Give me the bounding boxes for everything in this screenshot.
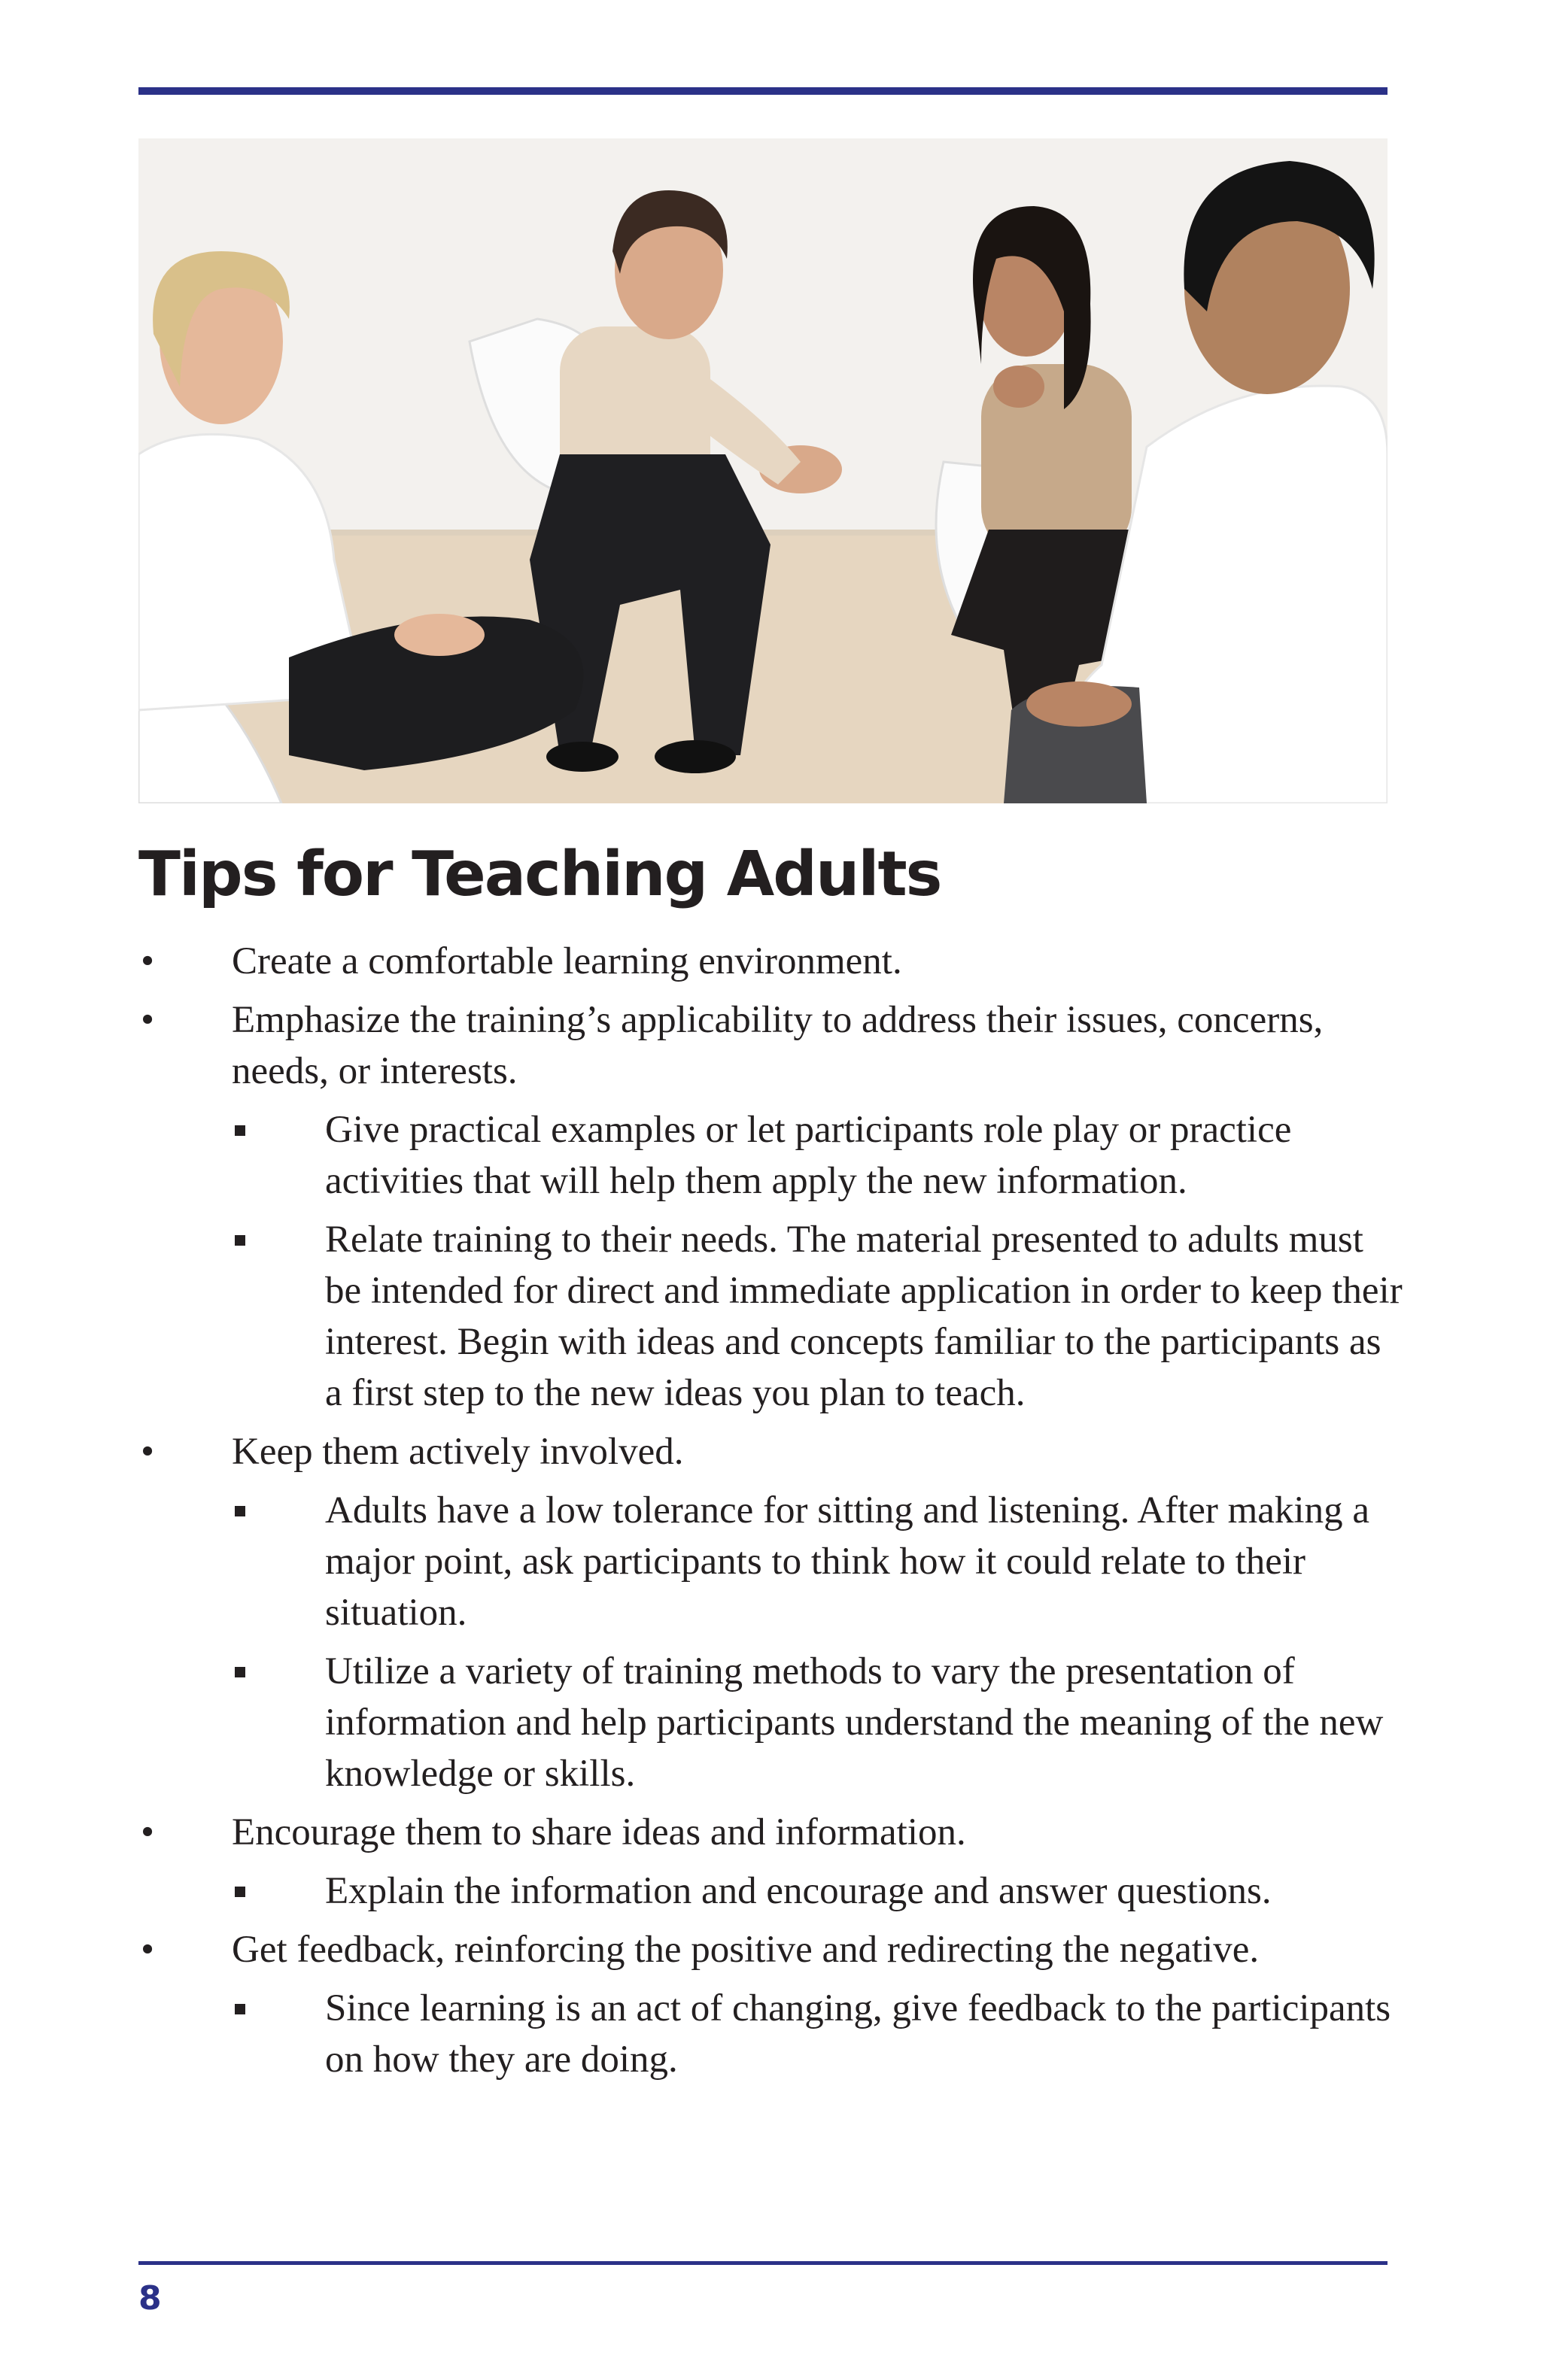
bullet-icon: •	[141, 1929, 154, 1971]
subtip-item	[232, 1865, 1403, 1917]
subtip-text: Adults have a low tolerance for sitting and listening. After making a major point, ask participants to think how it could relate to their situation.	[325, 1489, 1369, 1634]
subtip-item	[232, 1646, 1403, 1799]
group-discussion-photo	[138, 138, 1388, 803]
subtip-text: Give practical examples or let participants role play or practice activities that will help them apply the new information.	[325, 1109, 1292, 1202]
bottom-rule	[138, 2261, 1388, 2265]
tip-text: Emphasize the training’s applicability to address their issues, concerns, needs, or interests.	[232, 999, 1324, 1092]
subtip-text: Explain the information and encourage and answer questions.	[325, 1870, 1272, 1912]
subtips-list	[232, 1104, 1403, 1419]
top-rule	[138, 87, 1388, 95]
bullet-icon: •	[141, 1431, 154, 1473]
subtips-list	[232, 1983, 1403, 2085]
subtip-item	[232, 1214, 1403, 1419]
subtip-text: Since learning is an act of changing, give feedback to the participants on how they are doing.	[325, 1987, 1391, 2081]
subtips-list	[232, 1485, 1403, 1799]
bullet-icon: •	[141, 1811, 154, 1853]
subtip-item	[232, 1104, 1403, 1207]
tip-item	[138, 1924, 1403, 2085]
bullet-icon: •	[141, 999, 154, 1041]
page-title: Tips for Teaching Adults	[138, 839, 941, 910]
square-bullet-icon	[235, 1235, 245, 1246]
subtip-item	[232, 1485, 1403, 1638]
tip-text: Get feedback, reinforcing the positive and redirecting the negative.	[232, 1929, 1260, 1971]
tip-item	[138, 1807, 1403, 1917]
subtip-text: Relate training to their needs. The material presented to adults must be intended for direct and immediate application in order to keep their interest. Begin with ideas and concepts familiar to the participants as a first step to the new ideas you plan to teach.	[325, 1219, 1403, 1414]
square-bullet-icon	[235, 2004, 245, 2014]
bullet-icon: •	[141, 940, 154, 982]
subtips-list	[232, 1865, 1403, 1917]
tip-text: Keep them actively involved.	[232, 1431, 684, 1473]
square-bullet-icon	[235, 1125, 245, 1136]
tip-text: Create a comfortable learning environment.	[232, 940, 902, 982]
page-number: 8	[138, 2279, 162, 2318]
subtip-item	[232, 1983, 1403, 2085]
square-bullet-icon	[235, 1887, 245, 1897]
square-bullet-icon	[235, 1506, 245, 1516]
square-bullet-icon	[235, 1667, 245, 1677]
tip-text: Encourage them to share ideas and information.	[232, 1811, 966, 1853]
subtip-text: Utilize a variety of training methods to vary the presentation of information and help participants understand the meaning of the new knowledge or skills.	[325, 1650, 1384, 1795]
tip-item	[138, 994, 1403, 1419]
tip-item	[138, 936, 1403, 987]
tips-list	[138, 936, 1403, 2093]
tip-item	[138, 1426, 1403, 1799]
